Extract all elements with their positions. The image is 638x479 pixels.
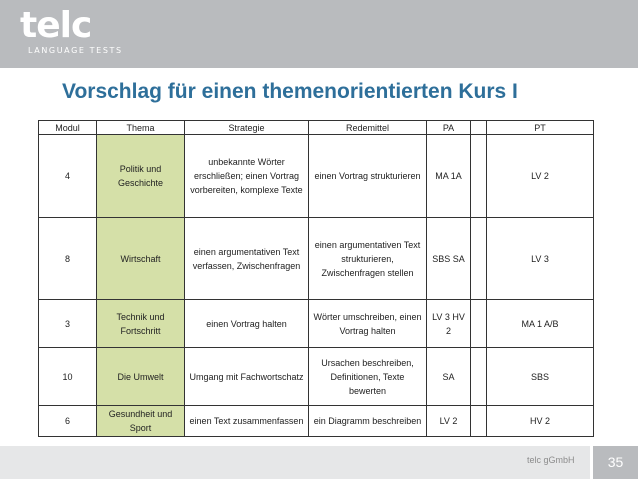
column-header-pa: PA	[427, 121, 471, 135]
cell-pt: MA 1 A/B	[487, 300, 594, 348]
column-header-redemittel: Redemittel	[309, 121, 427, 135]
table-header-row	[39, 121, 594, 135]
logo-wordmark: telc	[20, 5, 92, 46]
table-row	[39, 218, 594, 300]
column-header-strategie: Strategie	[185, 121, 309, 135]
cell-pt: LV 3	[487, 218, 594, 300]
cell-redemittel: einen Vortrag strukturieren	[309, 135, 427, 218]
cell-gap	[471, 218, 487, 300]
cell-modul: 3	[39, 300, 97, 348]
footer-bar	[0, 446, 590, 479]
column-header-thema: Thema	[97, 121, 185, 135]
cell-redemittel: einen argumentativen Text strukturieren, Zwischenfragen stellen	[309, 218, 427, 300]
cell-thema: Technik und Fortschritt	[97, 300, 185, 348]
cell-gap	[471, 406, 487, 437]
page-number: 35	[607, 454, 624, 470]
cell-gap	[471, 348, 487, 406]
telc-logo	[20, 7, 123, 55]
cell-pt: LV 2	[487, 135, 594, 218]
cell-pa: MA 1A	[427, 135, 471, 218]
column-header-modul: Modul	[39, 121, 97, 135]
cell-strategie: einen argumentativen Text verfassen, Zwischenfragen	[185, 218, 309, 300]
cell-thema: Die Umwelt	[97, 348, 185, 406]
cell-thema: Wirtschaft	[97, 218, 185, 300]
cell-modul: 10	[39, 348, 97, 406]
cell-gap	[471, 300, 487, 348]
cell-modul: 6	[39, 406, 97, 437]
table-row	[39, 135, 594, 218]
table-row	[39, 406, 594, 437]
cell-redemittel: Ursachen beschreiben, Definitionen, Texte bewerten	[309, 348, 427, 406]
cell-thema: Politik und Geschichte	[97, 135, 185, 218]
logo-tagline: LANGUAGE TESTS	[28, 46, 123, 55]
cell-pa: SA	[427, 348, 471, 406]
column-header-gap	[471, 121, 487, 135]
slide-title: Vorschlag für einen themenorientierten Kurs I	[62, 80, 518, 103]
cell-redemittel: Wörter umschreiben, einen Vortrag halten	[309, 300, 427, 348]
course-plan-table	[38, 120, 594, 437]
table-row	[39, 300, 594, 348]
cell-modul: 8	[39, 218, 97, 300]
column-header-pt: PT	[487, 121, 594, 135]
cell-modul: 4	[39, 135, 97, 218]
cell-redemittel: ein Diagramm beschreiben	[309, 406, 427, 437]
cell-strategie: Umgang mit Fachwortschatz	[185, 348, 309, 406]
table-row	[39, 348, 594, 406]
cell-pa: SBS SA	[427, 218, 471, 300]
cell-pa: LV 3 HV 2	[427, 300, 471, 348]
cell-pa: LV 2	[427, 406, 471, 437]
cell-pt: SBS	[487, 348, 594, 406]
footer-company: telc gGmbH	[527, 455, 575, 465]
cell-gap	[471, 135, 487, 218]
cell-thema: Gesundheit und Sport	[97, 406, 185, 437]
cell-strategie: einen Text zusammenfassen	[185, 406, 309, 437]
cell-pt: HV 2	[487, 406, 594, 437]
cell-strategie: einen Vortrag halten	[185, 300, 309, 348]
cell-strategie: unbekannte Wörter erschließen; einen Vortrag vorbereiten, komplexe Texte	[185, 135, 309, 218]
header-bar	[0, 0, 638, 68]
